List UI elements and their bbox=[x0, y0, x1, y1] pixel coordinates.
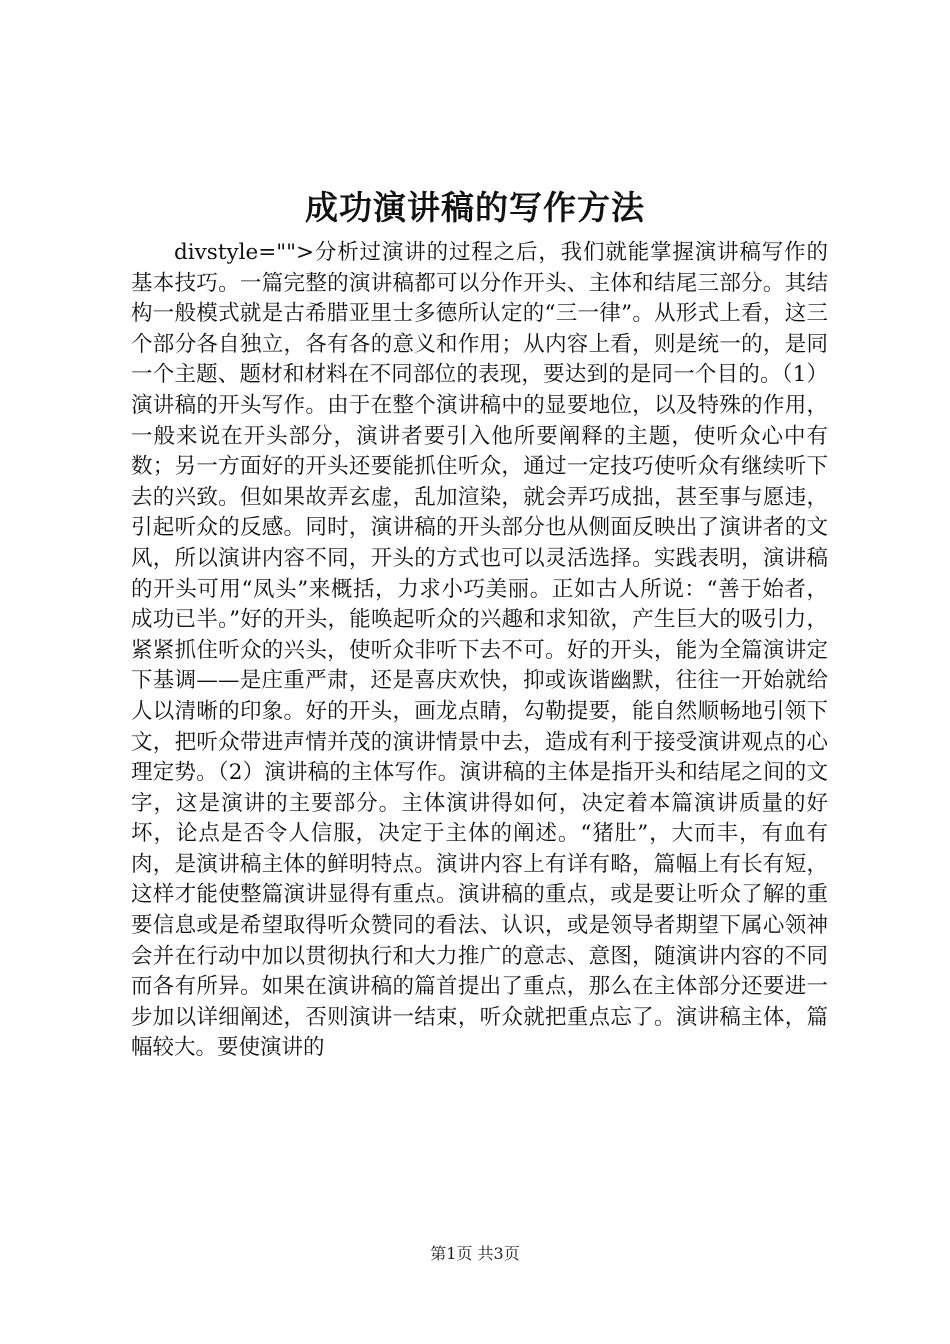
document-body-text: divstyle="">分析过演讲的过程之后，我们就能掌握演讲稿写作的基本技巧。一篇完整的演讲稿都可以分作开头、主体和结尾三部分。其结构一般模式就是古希腊亚里士多德所认定的“三一律”。从形式上看，这三个部分各自独立，各有各的意义和作用；从内容上看，则是统一的，是同一个主题、题材和材料在不同部位的表现，要达到的是同一个目的。（1）演讲稿的开头写作。由于在整个演讲稿中的显要地位，以及特殊的作用，一般来说在开头部分，演讲者要引入他所要阐释的主题，使听众心中有数；另一方面好的开头还要能抓住听众，通过一定技巧使听众有继续听下去的兴致。但如果故弄玄虚，乱加渲染，就会弄巧成拙，甚至事与愿违，引起听众的反感。同时，演讲稿的开头部分也从侧面反映出了演讲者的文风，所以演讲内容不同，开头的方式也可以灵活选择。实践表明，演讲稿的开头可用“凤头”来概括，力求小巧美丽。正如古人所说：“善于始者，成功已半。”好的开头，能唤起听众的兴趣和求知欲，产生巨大的吸引力，紧紧抓住听众的兴头，使听众非听下去不可。好的开头，能为全篇演讲定下基调——是庄重严肃，还是喜庆欢快，抑或诙谐幽默，往往一开始就给人以清晰的印象。好的开头，画龙点睛，勾勒提要，能自然顺畅地引领下文，把听众带进声情并茂的演讲情景中去，造成有利于接受演讲观点的心理定势。（2）演讲稿的主体写作。演讲稿的主体是指开头和结尾之间的文字，这是演讲的主要部分。主体演讲得如何，决定着本篇演讲质量的好坏，论点是否令人信服，决定于主体的阐述。“猪肚”，大而丰，有血有肉，是演讲稿主体的鲜明特点。演讲内容上有详有略，篇幅上有长有短，这样才能使整篇演讲显得有重点。演讲稿的重点，或是要让听众了解的重要信息或是希望取得听众赞同的看法、认识，或是领导者期望下属心领神会并在行动中加以贯彻执行和大力推广的意志、意图，随演讲内容的不同而各有所异。如果在演讲稿的篇首提出了重点，那么在主体部分还要进一步加以详细阐述，否则演讲一结束，听众就把重点忘了。演讲稿主体，篇幅较大。要使演讲的 bbox=[131, 240, 828, 1061]
page-footer bbox=[0, 1244, 950, 1264]
page-number-indicator: 第1页 共3页 bbox=[430, 1244, 520, 1263]
document-title: 成功演讲稿的写作方法 bbox=[305, 188, 645, 227]
